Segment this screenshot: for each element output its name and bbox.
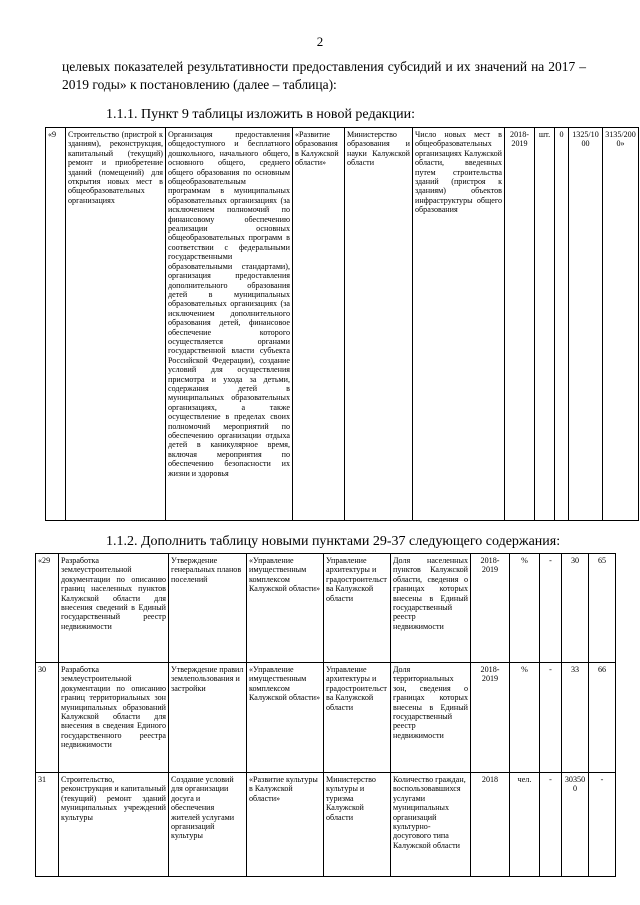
cell-years: 2018-2019 (471, 663, 510, 773)
cell-value-1: 30 (562, 554, 589, 663)
cell-number: 30 (36, 663, 59, 773)
cell-object: Разработка землеустроительной документации по описанию границ населенных пунктов Калужской области для внесения сведений в Единый государственный реестр недвижимости (59, 554, 169, 663)
intro-paragraph: целевых показателей результативности предоставления субсидий и их значений на 2017 – 2019 годы» к постановлению (далее – таблица): (62, 59, 586, 92)
page-number: 2 (316, 34, 324, 49)
section-heading-1: 1.1.1. Пункт 9 таблицы изложить в новой редакции: (106, 107, 415, 122)
cell-powers: Утверждение правил землепользования и застройки (169, 663, 247, 773)
cell-value-2: 3135/2000» (603, 128, 639, 521)
table-row (36, 663, 616, 773)
cell-program: «Управление имущественным комплексом Калужской области» (247, 663, 324, 773)
table-item-9 (45, 127, 639, 521)
cell-object: Строительство (пристрой к зданиям), реконструкция, капитальный (текущий) ремонт и приобретение зданий (помещений) для открытия новых мест в общеобразовательных организациях (66, 128, 166, 521)
cell-value-2: 66 (589, 663, 616, 773)
cell-ministry: Министерство образования и науки Калужской области (345, 128, 413, 521)
cell-base-value: 0 (555, 128, 569, 521)
cell-ministry: Управление архитектуры и градостроительства Калужской области (324, 554, 391, 663)
cell-years: 2018 (471, 773, 510, 877)
cell-unit: чел. (510, 773, 540, 877)
cell-value-1: 303500 (562, 773, 589, 877)
cell-value-1: 33 (562, 663, 589, 773)
cell-powers: Создание условий для организации досуга и обеспечения жителей услугами организаций культуры (169, 773, 247, 877)
cell-value-2: 65 (589, 554, 616, 663)
cell-program: «Развитие культуры в Калужской области» (247, 773, 324, 877)
cell-program: «Развитие образования в Калужской области» (293, 128, 345, 521)
cell-object: Строительство, реконструкция и капитальный (текущий) ремонт зданий муниципальных учреждений культуры (59, 773, 169, 877)
cell-indicator: Количество граждан, воспользовавшихся услугами муниципальных организаций культурно-досугового типа Калужской области (391, 773, 471, 877)
table-row (36, 554, 616, 663)
cell-number: «9 (46, 128, 66, 521)
cell-years: 2018-2019 (505, 128, 535, 521)
table-row (46, 128, 639, 521)
cell-ministry: Управление архитектуры и градостроительства Калужской области (324, 663, 391, 773)
cell-number: «29 (36, 554, 59, 663)
cell-powers: Утверждение генеральных планов поселений (169, 554, 247, 663)
cell-unit: шт. (535, 128, 555, 521)
cell-indicator: Доля территориальных зон, сведения о границах которых внесены в Единый государственный реестр недвижимости (391, 663, 471, 773)
cell-base-value: - (540, 663, 562, 773)
cell-base-value: - (540, 773, 562, 877)
table-row (36, 773, 616, 877)
cell-indicator: Доля населенных пунктов Калужской области, сведения о границах которых внесены в Единый государственный реестр недвижимости (391, 554, 471, 663)
cell-base-value: - (540, 554, 562, 663)
cell-number: 31 (36, 773, 59, 877)
cell-unit: % (510, 663, 540, 773)
cell-indicator: Число новых мест в общеобразовательных организациях Калужской области, введенных путем строительства зданий (пристроя к зданиям) объектов инфраструктуры общего образования (413, 128, 505, 521)
cell-ministry: Министерство культуры и туризма Калужской области (324, 773, 391, 877)
table-items-29-31 (35, 553, 616, 877)
cell-unit: % (510, 554, 540, 663)
cell-powers: Организация предоставления общедоступного и бесплатного дошкольного, начального общего, основного общего, среднего общего образования по основным общеобразовательным программам в муниципальных образовательных организациях (за исключением полномочий по финансовому обеспечению реализации основных общеобразовательных программ в соответствии с федеральными государственными образовательными стандартами), организация предоставления дополнительного образования детей в муниципальных образовательных организациях (за исключением дополнительного образования детей, финансовое обеспечение которого осуществляется органами государственной власти субъекта Российской Федерации), создание условий для осуществления присмотра и ухода за детьми, содержания детей в муниципальных образовательных организациях, а также осуществление в пределах своих полномочий мероприятий по обеспечению организации отдыха детей в каникулярное время, включая мероприятия по обеспечению безопасности их жизни и здоровья (166, 128, 293, 521)
cell-value-2: - (589, 773, 616, 877)
cell-value-1: 1325/1000 (569, 128, 603, 521)
cell-years: 2018-2019 (471, 554, 510, 663)
cell-object: Разработка землеустроительной документации по описанию границ территориальных зон муниципальных образований Калужской области для внесения в сведения Единого государственного реестра недвижимости (59, 663, 169, 773)
section-heading-2: 1.1.2. Дополнить таблицу новыми пунктами 29-37 следующего содержания: (106, 534, 561, 549)
cell-program: «Управление имущественным комплексом Калужской области» (247, 554, 324, 663)
